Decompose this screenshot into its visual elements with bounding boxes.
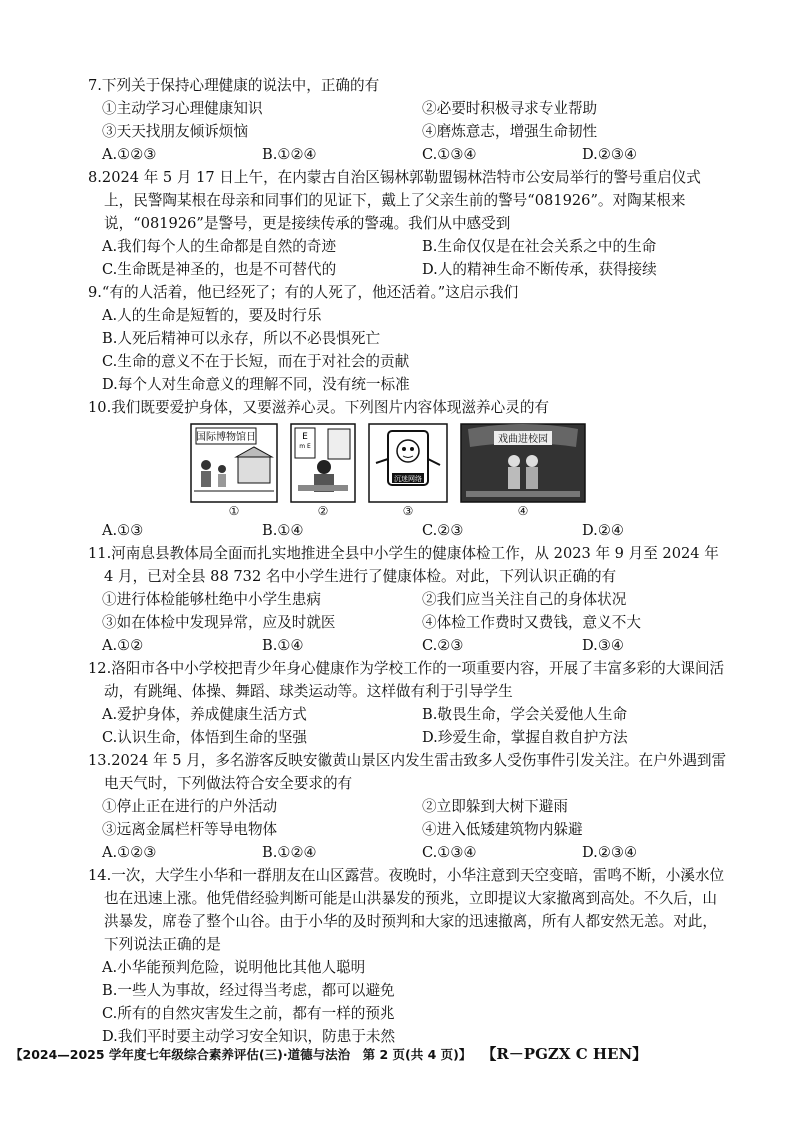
q14-option-c[interactable]: C.所有的自然灾害发生之前，都有一样的预兆: [102, 1005, 395, 1022]
q12-options-row2: [88, 726, 728, 749]
q14-option-d[interactable]: D.我们平时要主动学习安全知识，防患于未然: [102, 1028, 396, 1045]
q9-option-a[interactable]: A.人的生命是短暂的，要及时行乐: [102, 307, 322, 324]
q13-option-a[interactable]: A.①②③: [102, 844, 157, 861]
q12-option-d[interactable]: D.珍爱生命，掌握自救自护方法: [422, 729, 628, 746]
q13-item-1: ①停止正在进行的户外活动: [102, 798, 278, 815]
svg-text:E: E: [302, 432, 308, 442]
q11-option-c[interactable]: C.②③: [422, 637, 464, 654]
q9-stem: 9.“有的人活着，他已经死了；有的人死了，他还活着。”这启示我们: [88, 284, 519, 301]
q10-pic4-label: 戏曲进校园: [498, 434, 548, 445]
q11-items-row1: [88, 588, 728, 611]
q10-picture-2: [290, 423, 356, 519]
q11-options: [88, 634, 728, 657]
q7-item-4: ④磨炼意志，增强生命韧性: [422, 123, 598, 140]
q10-stem: 10.我们既要爱护身体，又要滋养心灵。下列图片内容体现滋养心灵的有: [88, 399, 550, 416]
q11-item-3: ③如在体检中发现异常，应及时就医: [102, 614, 336, 631]
question-page: [88, 74, 728, 1048]
q9-option-d[interactable]: D.每个人对生命意义的理解不同，没有统一标准: [102, 376, 410, 393]
q10-picture-1: [190, 423, 278, 519]
q12-option-a[interactable]: A.爱护身体，养成健康生活方式: [102, 706, 307, 723]
q9-option-b[interactable]: B.人死后精神可以永存，所以不必畏惧死亡: [102, 330, 381, 347]
q11-stem: 11.河南息县教体局全面而扎实地推进全县中小学生的健康体检工作，从 2023 年 9 月至 2024 年 4 月，已对全县 88 732 名中小学生进行了健康体检。对此，下列认识正确的有: [88, 545, 719, 585]
q11-item-2: ②我们应当关注自己的身体状况: [422, 591, 627, 608]
q10-caption-1: ①: [228, 504, 240, 518]
q7-option-c[interactable]: C.①③④: [422, 146, 477, 163]
q11-items-row2: [88, 611, 728, 634]
q11-item-4: ④体检工作费时又费钱，意义不大: [422, 614, 641, 631]
q10-caption-4: ④: [517, 504, 529, 518]
q8-option-c[interactable]: C.生命既是神圣的，也是不可替代的: [102, 261, 337, 278]
q7-stem: 7.下列关于保持心理健康的说法中，正确的有: [88, 77, 380, 94]
q14-option-b[interactable]: B.一些人为事故，经过得当考虑，都可以避免: [102, 982, 395, 999]
q7-option-a[interactable]: A.①②③: [102, 146, 157, 163]
q8-option-a[interactable]: A.我们每个人的生命都是自然的奇迹: [102, 238, 337, 255]
q7-item-1: ①主动学习心理健康知识: [102, 100, 263, 117]
footer-code: 【R－PGZX C HEN】: [481, 1045, 648, 1063]
q12-option-c[interactable]: C.认识生命，体悟到生命的坚强: [102, 729, 308, 746]
q14-option-a[interactable]: A.小华能预判危险，说明他比其他人聪明: [102, 959, 366, 976]
q7-item-3: ③天天找朋友倾诉烦恼: [102, 123, 248, 140]
q13-items-row2: [88, 818, 728, 841]
q13-option-d[interactable]: D.②③④: [582, 844, 638, 861]
q13-option-c[interactable]: C.①③④: [422, 844, 477, 861]
q11-option-a[interactable]: A.①②: [102, 637, 144, 654]
q12-stem: 12.洛阳市各中小学校把青少年身心健康作为学校工作的一项重要内容，开展了丰富多彩的大课间活动，有跳绳、体操、舞蹈、球类运动等。这样做有利于引导学生: [88, 660, 725, 700]
q8-options-row2: [88, 258, 728, 281]
opera-in-school-illustration: [460, 423, 586, 503]
q13-item-2: ②立即躲到大树下避雨: [422, 798, 568, 815]
q10-option-a[interactable]: A.①③: [102, 522, 144, 539]
q10-pictures: [190, 423, 728, 519]
q14-stem: 14.一次，大学生小华和一群朋友在山区露营。夜晚时，小华注意到天空变暗，雷鸣不断，小溪水位也在迅速上涨。他凭借经验判断可能是山洪暴发的预兆，立即提议大家撤离到高处。不久后，山洪暴发，席卷了整个山谷。由于小华的及时预判和大家的迅速撤离，所有人都安然无恙。对此，下列说法正确的是: [88, 867, 725, 953]
q11-item-1: ①进行体检能够杜绝中小学生患病: [102, 591, 321, 608]
q11-option-b[interactable]: B.①④: [262, 637, 304, 654]
q7-option-d[interactable]: D.②③④: [582, 146, 638, 163]
q7-items-row1: [88, 97, 728, 120]
q10-options: [88, 519, 728, 542]
q8-option-b[interactable]: B.生命仅仅是在社会关系之中的生命: [422, 238, 657, 255]
q12-option-b[interactable]: B.敬畏生命，学会关爱他人生命: [422, 706, 628, 723]
q13-item-3: ③远离金属栏杆等导电物体: [102, 821, 278, 838]
q7-option-b[interactable]: B.①②④: [262, 146, 317, 163]
svg-text:m E: m E: [299, 443, 311, 450]
q10-option-d[interactable]: D.②④: [582, 522, 624, 539]
q7-options: [88, 143, 728, 166]
internet-addiction-illustration: [368, 423, 448, 503]
q13-items-row1: [88, 795, 728, 818]
q10-picture-3: [368, 423, 448, 519]
q7-items-row2: [88, 120, 728, 143]
page-footer: [10, 1043, 790, 1064]
q13-stem: 13.2024 年 5 月，多名游客反映安徽黄山景区内发生雷击致多人受伤事件引发关注。在户外遇到雷电天气时，下列做法符合安全要求的有: [88, 752, 727, 792]
q10-option-b[interactable]: B.①④: [262, 522, 304, 539]
q10-pic3-label: 沉迷网络: [394, 475, 422, 483]
q12-options-row1: [88, 703, 728, 726]
q8-options-row1: [88, 235, 728, 258]
eye-exam-illustration: [290, 423, 356, 503]
q13-item-4: ④进入低矮建筑物内躲避: [422, 821, 583, 838]
q11-option-d[interactable]: D.③④: [582, 637, 624, 654]
q9-option-c[interactable]: C.生命的意义不在于长短，而在于对社会的贡献: [102, 353, 410, 370]
museum-day-illustration: [190, 423, 278, 503]
q13-option-b[interactable]: B.①②④: [262, 844, 317, 861]
q10-caption-3: ③: [402, 504, 414, 518]
q8-option-d[interactable]: D.人的精神生命不断传承，获得接续: [422, 261, 657, 278]
q10-caption-2: ②: [317, 504, 329, 518]
q10-pic1-label: 国际博物馆日: [196, 432, 256, 443]
q13-options: [88, 841, 728, 864]
q8-stem: 8.2024 年 5 月 17 日上午，在内蒙古自治区锡林郭勒盟锡林浩特市公安局举行的警号重启仪式上，民警陶某根在母亲和同事们的见证下，戴上了父亲生前的警号“081926”。对陶某根来说，“081926”是警号，更是接续传承的警魂。我们从中感受到: [88, 169, 701, 232]
q7-item-2: ②必要时积极寻求专业帮助: [422, 100, 598, 117]
footer-text: 【2024—2025 学年度七年级综合素养评估(三)·道德与法治 第 2 页(共 4 页)】: [10, 1047, 472, 1062]
q10-picture-4: [460, 423, 586, 519]
q10-option-c[interactable]: C.②③: [422, 522, 464, 539]
